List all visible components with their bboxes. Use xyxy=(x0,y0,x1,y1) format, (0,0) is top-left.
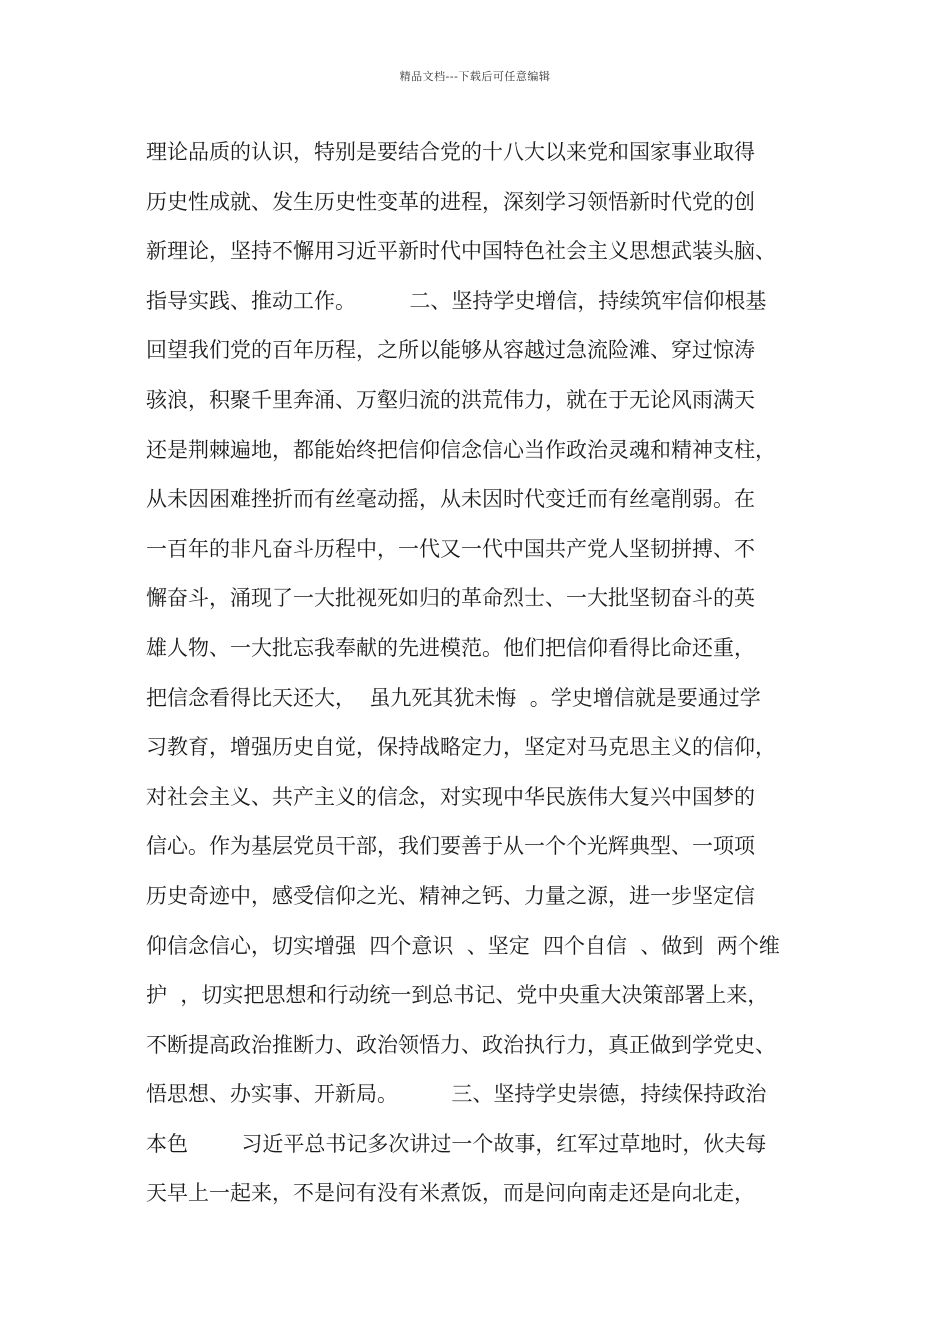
text-line: 护 ，切实把思想和行动统一到总书记、党中央重大决策部署上来， xyxy=(146,983,769,1008)
text-line: 骇浪，积聚千里奔涌、万壑归流的洪荒伟力，就在于无论风雨满天 xyxy=(146,387,755,412)
text-line: 仰信念信心，切实增强 四个意识 、坚定 四个自信 、做到 两个维 xyxy=(146,933,780,958)
text-line: 本色 习近平总书记多次讲过一个故事，红军过草地时，伙夫每 xyxy=(146,1131,767,1156)
text-line: 信心。作为基层党员干部，我们要善于从一个个光辉典型、一项项 xyxy=(146,834,755,859)
text-line: 天早上一起来，不是问有没有米煮饭，而是问向南走还是向北走， xyxy=(146,1181,755,1206)
page-header: 精品文档---下载后可任意编辑 xyxy=(399,70,551,83)
text-line: 一百年的非凡奋斗历程中，一代又一代中国共产党人坚韧拼搏、不 xyxy=(146,536,755,561)
text-line: 回望我们党的百年历程，之所以能够从容越过急流险滩、穿过惊涛 xyxy=(146,338,755,363)
text-line: 新理论，坚持不懈用习近平新时代中国特色社会主义思想武装头脑、 xyxy=(146,239,776,264)
text-line: 历史奇迹中，感受信仰之光、精神之钙、力量之源，进一步坚定信 xyxy=(146,883,755,908)
text-line: 不断提高政治推断力、政治领悟力、政治执行力，真正做到学党史、 xyxy=(146,1032,776,1057)
body-text xyxy=(146,128,846,1219)
text-line: 指导实践、推动工作。 二、坚持学史增信，持续筑牢信仰根基 xyxy=(146,288,767,313)
text-line: 还是荆棘遍地，都能始终把信仰信念信心当作政治灵魂和精神支柱， xyxy=(146,437,776,462)
text-line: 懈奋斗，涌现了一大批视死如归的革命烈士、一大批坚韧奋斗的英 xyxy=(146,586,755,611)
text-line: 从未因困难挫折而有丝毫动摇，从未因时代变迁而有丝毫削弱。在 xyxy=(146,487,755,512)
text-line: 历史性成就、发生历史性变革的进程，深刻学习领悟新时代党的创 xyxy=(146,189,755,214)
text-line: 对社会主义、共产主义的信念，对实现中华民族伟大复兴中国梦的 xyxy=(146,784,755,809)
text-line: 把信念看得比天还大， 虽九死其犹未悔 。学史增信就是要通过学 xyxy=(146,685,761,710)
text-line: 悟思想、办实事、开新局。 三、坚持学史崇德，持续保持政治 xyxy=(146,1082,767,1107)
text-line: 理论品质的认识，特别是要结合党的十八大以来党和国家事业取得 xyxy=(146,140,755,164)
text-line: 雄人物、一大批忘我奉献的先进模范。他们把信仰看得比命还重， xyxy=(146,635,755,660)
text-line: 习教育，增强历史自觉，保持战略定力，坚定对马克思主义的信仰， xyxy=(146,735,776,760)
